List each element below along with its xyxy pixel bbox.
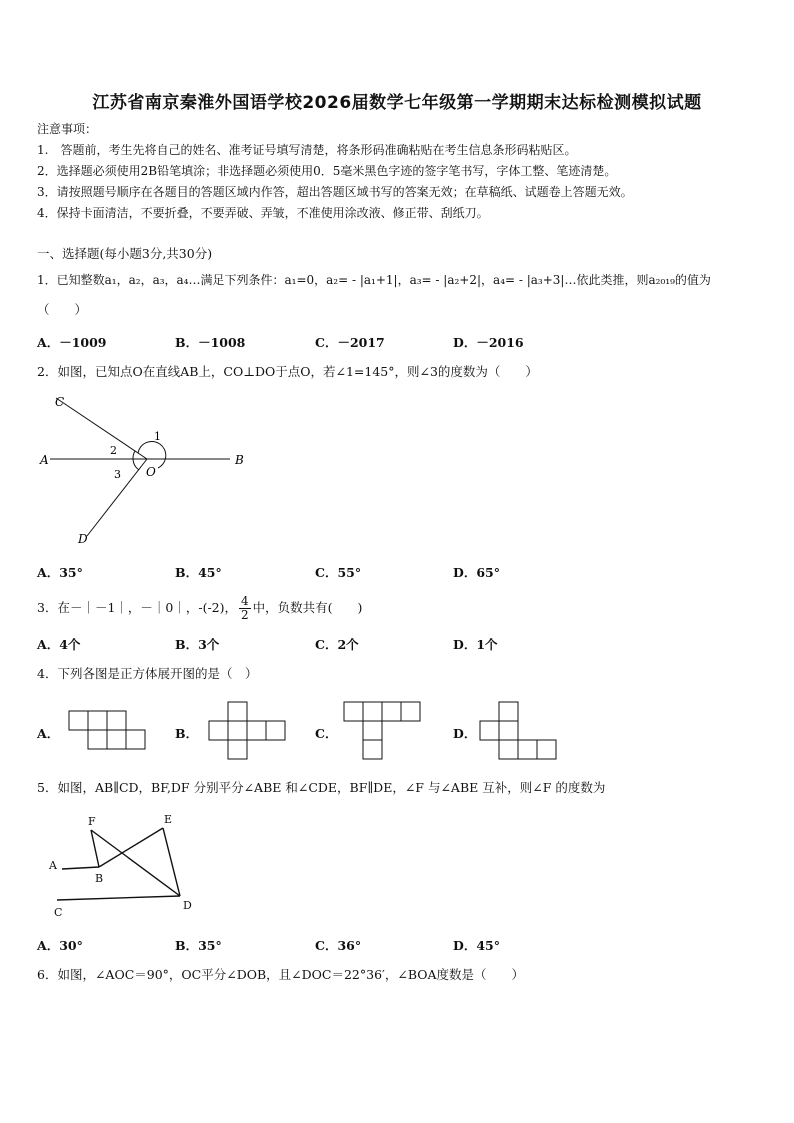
segment-cd [57, 896, 180, 900]
label-a: A [40, 453, 49, 467]
q4-option-c: C． [315, 726, 338, 741]
q2-figure [30, 388, 260, 548]
label-c: C [54, 906, 63, 919]
question-1-bracket: （ ） [37, 302, 88, 317]
question-5-stem: 5．如图，AB∥CD，BF,DF 分别平分∠ABE 和∠CDE，BF∥DE，∠F 与∠ABE 互补，则∠F 的度数为 [37, 780, 606, 795]
q3-option-d: D．1个 [453, 637, 498, 652]
q1-option-d: D．－2016 [453, 335, 524, 350]
ray-oc [56, 398, 147, 459]
q4-option-d: D． [453, 726, 477, 741]
segment-ab [62, 867, 99, 869]
angle-3-arc [133, 459, 139, 470]
label-a: A [49, 859, 57, 872]
label-d: D [78, 532, 88, 546]
label-angle-1: 1 [154, 430, 161, 443]
q5-figure [44, 808, 204, 920]
question-2-stem: 2．如图，已知点O在直线AB上，CO⊥DO于点O，若∠1=145°，则∠3的度数为（ ） [37, 364, 538, 379]
q2-option-a: A．35° [37, 565, 83, 580]
q3-option-c: C．2个 [315, 637, 359, 652]
label-c: C [55, 395, 65, 409]
q4-net-c [343, 701, 423, 761]
q5-option-c: C．36° [315, 938, 362, 953]
q2-option-d: D．65° [453, 565, 500, 580]
q4-option-a: A． [37, 726, 60, 741]
q3-stem-before: 3．在－｜－1｜，－｜0｜，-(-2)， [37, 600, 238, 615]
label-angle-3: 3 [114, 468, 121, 481]
q5-option-d: D．45° [453, 938, 500, 953]
q1-option-b: B．－1008 [175, 335, 246, 350]
question-1-stem: 1．已知整数a₁，a₂，a₃，a₄…满足下列条件：a₁=0，a₂= - |a₁+1|，a₃= - |a₂+2|，a₄= - |a₃+3|…依此类推，则a₂₀₁₉的值为 [37, 273, 711, 287]
q3-fraction-denominator: 2 [241, 607, 249, 622]
q2-option-b: B．45° [175, 565, 222, 580]
q3-fraction [239, 595, 251, 622]
label-f: F [88, 815, 96, 828]
label-d: D [183, 899, 192, 912]
label-b: B [235, 453, 244, 467]
page-title: 江苏省南京秦淮外国语学校2026届数学七年级第一学期期末达标检测模拟试题 [92, 93, 702, 113]
question-3-stem [37, 592, 362, 624]
q2-option-c: C．55° [315, 565, 362, 580]
q3-fraction-numerator: 4 [241, 593, 249, 608]
question-4-stem: 4．下列各图是正方体展开图的是（ ） [37, 666, 258, 681]
q3-option-a: A．4个 [37, 637, 81, 652]
q4-net-d [479, 701, 559, 761]
q3-stem-after: 中，负数共有( ) [252, 600, 363, 615]
label-e: E [164, 813, 173, 826]
segment-be [99, 828, 163, 867]
question-6-stem: 6．如图，∠AOC＝90°，OC平分∠DOB，且∠DOC＝22°36′，∠BOA度数是（ ） [37, 967, 525, 982]
q5-option-a: A．30° [37, 938, 83, 953]
notice-item: 3．请按照题号顺序在各题目的答题区域内作答，超出答题区域书写的答案无效；在草稿纸、试题卷上答题无效。 [37, 185, 633, 199]
notice-item: 1. 答题前，考生先将自己的姓名、准考证号填写清楚，将条形码准确粘贴在考生信息条形码粘贴区。 [37, 143, 577, 157]
angle-2-arc [133, 451, 135, 459]
notice-heading: 注意事项： [37, 122, 98, 136]
label-o: O [146, 465, 156, 479]
notice-item: 2．选择题必须使用2B铅笔填涂；非选择题必须使用0．5毫米黑色字迹的签字笔书写，字体工整、笔迹清楚。 [37, 164, 617, 178]
q3-option-b: B．3个 [175, 637, 220, 652]
q4-net-b [208, 701, 288, 761]
q5-option-b: B．35° [175, 938, 222, 953]
notice-item: 4．保持卡面清洁，不要折叠，不要弄破、弄皱，不准使用涂改液、修正带、刮纸刀。 [37, 206, 489, 220]
q1-option-a: A．－1009 [37, 335, 107, 350]
q4-net-a [68, 710, 148, 750]
q4-option-b: B． [175, 726, 199, 741]
section-heading: 一、选择题(每小题3分,共30分) [37, 246, 213, 261]
label-b: B [95, 872, 104, 885]
label-angle-2: 2 [110, 444, 117, 457]
q1-option-c: C．－2017 [315, 335, 385, 350]
